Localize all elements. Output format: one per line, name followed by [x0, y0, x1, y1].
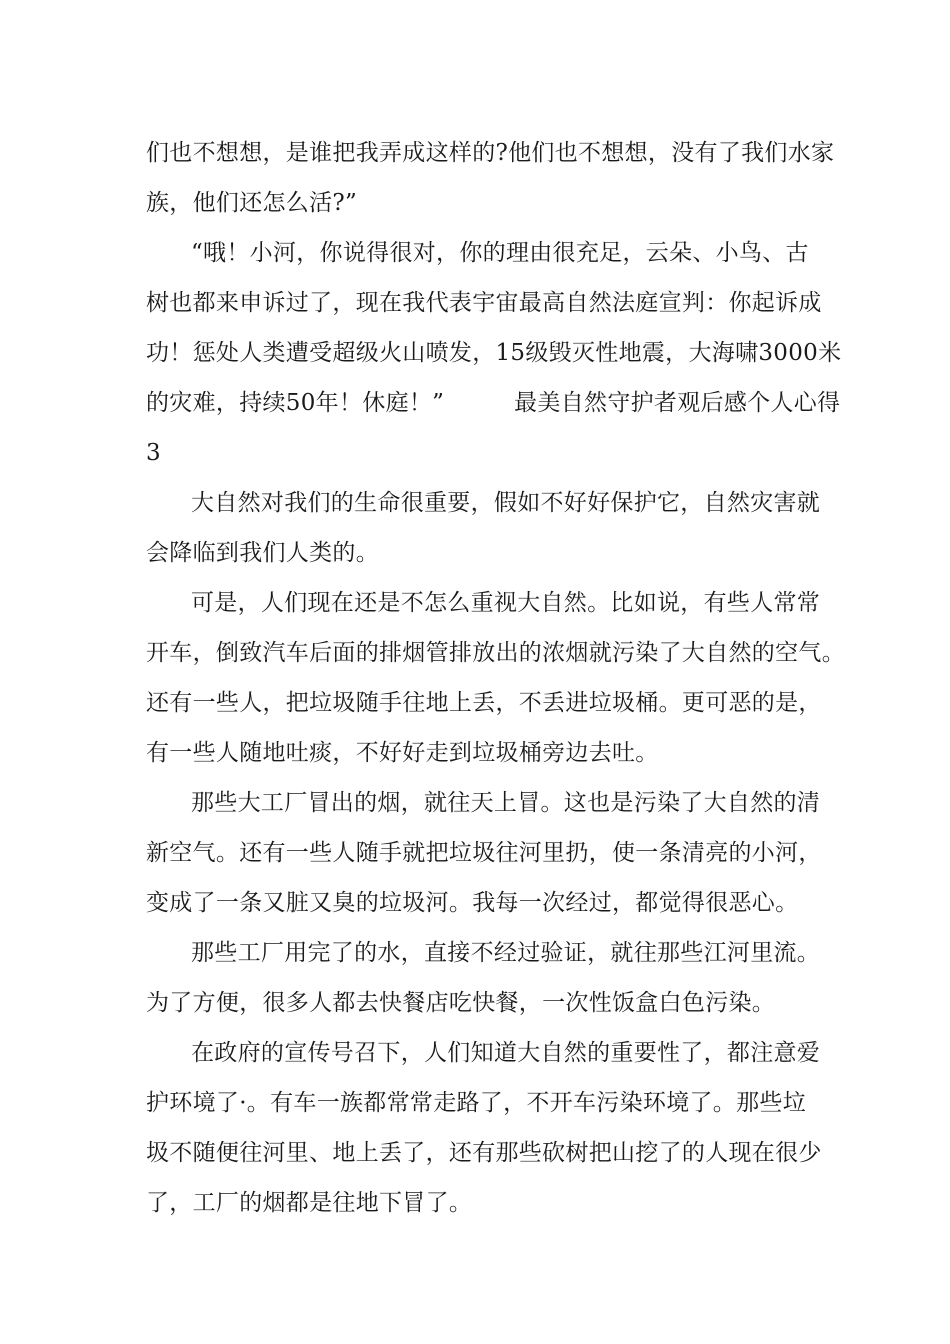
text-line: 树也都来申诉过了，现在我代表宇宙最高自然法庭宣判：你起诉成: [146, 290, 822, 316]
section-number: 3: [146, 440, 161, 466]
text-line: 族，他们还怎么活?”: [146, 190, 358, 216]
text-line: 会降临到我们人类的。: [146, 540, 379, 566]
paragraph-start-line: 那些大工厂冒出的烟，就往天上冒。这也是污染了大自然的清: [191, 790, 821, 816]
paragraph-start-line: “哦！小河，你说得很对，你的理由很充足，云朵、小鸟、古: [191, 240, 809, 266]
text-line: 功！惩处人类遭受超级火山喷发，15级毁灭性地震，大海啸3000米: [146, 340, 842, 366]
text-line: 护环境了·。有车一族都常常走路了，不开车污染环境了。那些垃: [146, 1090, 807, 1116]
text-line: 新空气。还有一些人随手就把垃圾往河里扔，使一条清亮的小河，: [146, 840, 822, 866]
text-line: 的灾难，持续50年！休庭！” 最美自然守护者观后感个人心得: [146, 390, 841, 416]
text-line: 为了方便，很多人都去快餐店吃快餐，一次性饭盒白色污染。: [146, 990, 776, 1016]
text-line: 有一些人随地吐痰，不好好走到垃圾桶旁边去吐。: [146, 740, 659, 766]
text-line: 圾不随便往河里、地上丢了，还有那些砍树把山挖了的人现在很少: [146, 1140, 822, 1166]
paragraph-start-line: 那些工厂用完了的水，直接不经过验证，就往那些江河里流。: [191, 940, 821, 966]
paragraph-start-line: 大自然对我们的生命很重要，假如不好好保护它，自然灾害就: [191, 490, 821, 516]
text-line: 了，工厂的烟都是往地下冒了。: [146, 1190, 473, 1216]
text-line: 变成了一条又脏又臭的垃圾河。我每一次经过，都觉得很恶心。: [146, 890, 799, 916]
text-line: 还有一些人，把垃圾随手往地上丢，不丢进垃圾桶。更可恶的是，: [146, 690, 822, 716]
paragraph-start-line: 可是，人们现在还是不怎么重视大自然。比如说，有些人常常: [191, 590, 821, 616]
paragraph-start-line: 在政府的宣传号召下，人们知道大自然的重要性了，都注意爱: [191, 1040, 821, 1066]
text-line: 们也不想想，是谁把我弄成这样的?他们也不想想，没有了我们水家: [146, 140, 835, 166]
text-line: 开车，倒致汽车后面的排烟管排放出的浓烟就污染了大自然的空气。: [146, 640, 845, 666]
